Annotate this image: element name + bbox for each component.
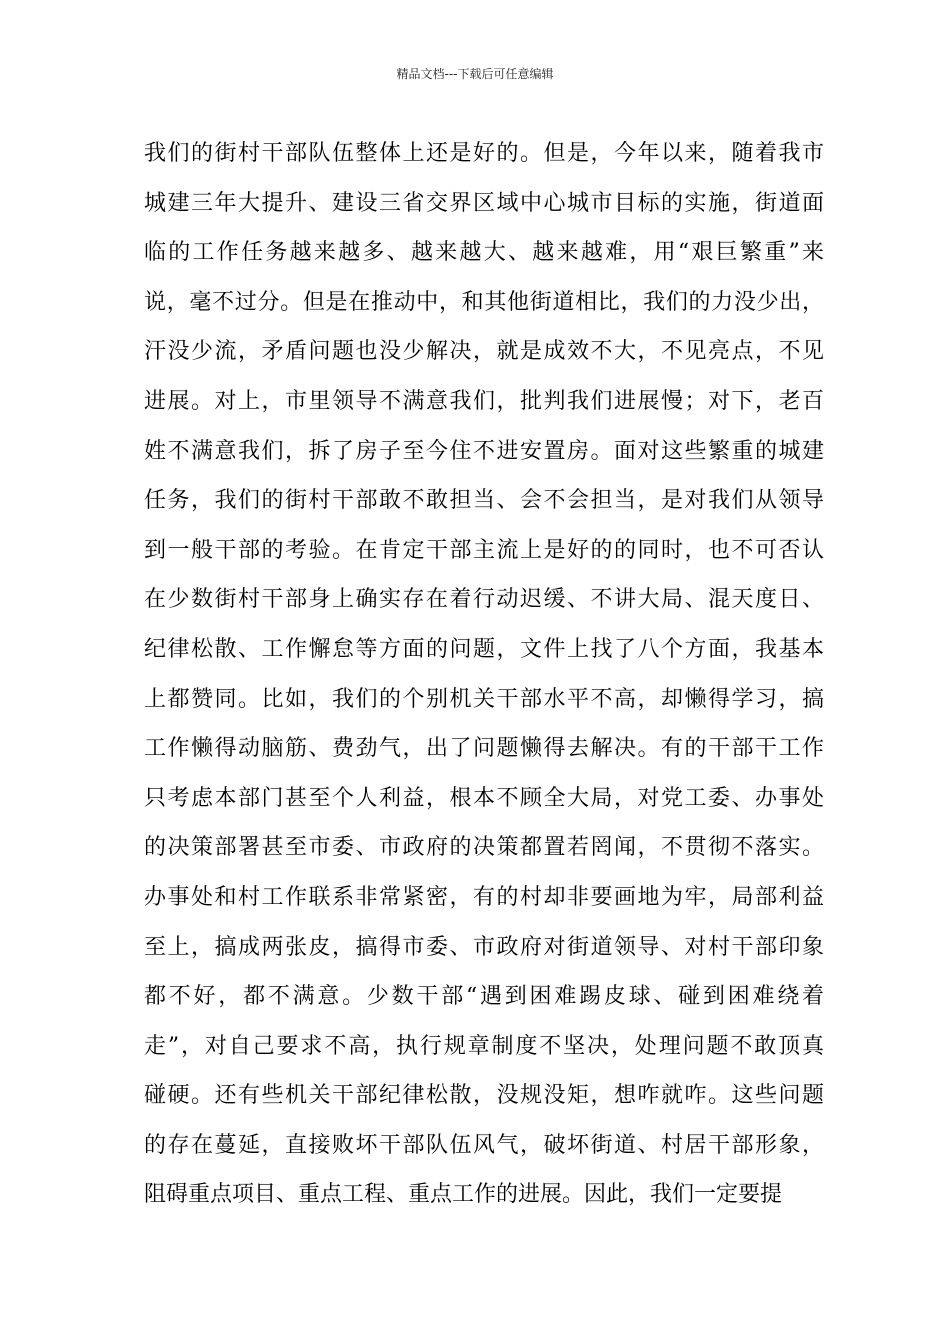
text-line: 到一般干部的考验。在肯定干部主流上是好的的同时，也不可否认: [144, 537, 824, 563]
text-line: 碰硬。还有些机关干部纪律松散，没规没矩，想咋就咋。这些问题: [144, 1083, 824, 1109]
text-line: 任务，我们的街村干部敢不敢担当、会不会担当，是对我们从领导: [144, 488, 824, 514]
text-line: 工作懒得动脑筋、费劲气，出了问题懒得去解决。有的干部干工作: [144, 736, 824, 762]
text-line: 只考虑本部门甚至个人利益，根本不顾全大局，对党工委、办事处: [144, 785, 824, 811]
text-line: 姓不满意我们，拆了房子至今住不进安置房。面对这些繁重的城建: [144, 438, 824, 464]
text-line: 进展。对上，市里领导不满意我们，批判我们进展慢；对下，老百: [144, 388, 824, 414]
text-line: 的决策部署甚至市委、市政府的决策都置若罔闻，不贯彻不落实。: [144, 835, 824, 861]
text-line: 纪律松散、工作懈怠等方面的问题，文件上找了八个方面，我基本: [144, 636, 824, 662]
text-line: 都不好，都不满意。少数干部“遇到困难踢皮球、碰到困难绕着: [144, 984, 824, 1010]
text-line: 在少数街村干部身上确实存在着行动迟缓、不讲大局、混天度日、: [144, 587, 824, 613]
text-line: 的存在蔓延，直接败坏干部队伍风气，破坏街道、村居干部形象，: [144, 1132, 824, 1158]
page-header: 精品文档---下载后可任意编辑: [396, 67, 554, 81]
text-line: 走”，对自己要求不高，执行规章制度不坚决，处理问题不敢顶真: [144, 1033, 824, 1059]
text-line: 汗没少流，矛盾问题也没少解决，就是成效不大，不见亮点，不见: [144, 339, 824, 365]
body-paragraph: [144, 129, 824, 1220]
text-line: 阻碍重点项目、重点工程、重点工作的进展。因此，我们一定要提: [144, 1182, 783, 1208]
text-line: 城建三年大提升、建设三省交界区域中心城市目标的实施，街道面: [144, 190, 824, 216]
text-line: 说，毫不过分。但是在推动中，和其他街道相比，我们的力没少出，: [144, 289, 824, 315]
text-line: 我们的街村干部队伍整体上还是好的。但是，今年以来，随着我市: [144, 141, 824, 166]
text-line: 至上，搞成两张皮，搞得市委、市政府对街道领导、对村干部印象: [144, 934, 824, 960]
text-line: 办事处和村工作联系非常紧密，有的村却非要画地为牢，局部利益: [144, 884, 824, 910]
text-line: 上都赞同。比如，我们的个别机关干部水平不高，却懒得学习，搞: [144, 686, 824, 712]
text-line: 临的工作任务越来越多、越来越大、越来越难，用“艰巨繁重”来: [144, 240, 824, 266]
